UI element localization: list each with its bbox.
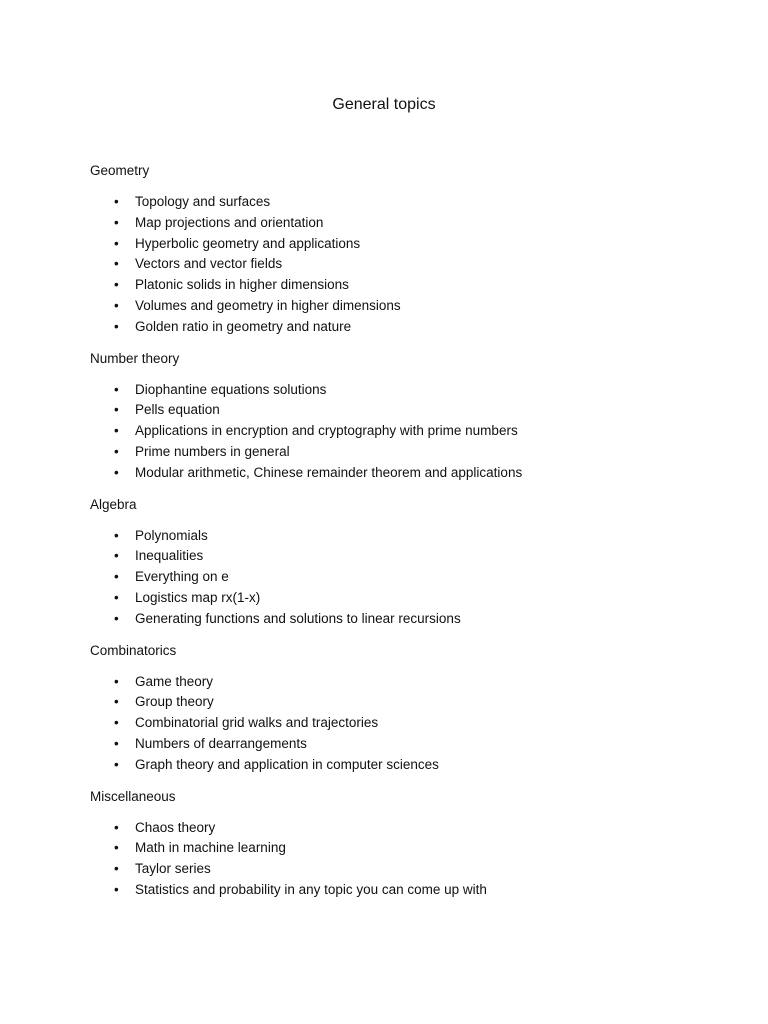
- bullet-icon: •: [114, 569, 119, 585]
- topic-list: [90, 526, 730, 630]
- list-item-text: Graph theory and application in computer sciences: [135, 756, 439, 772]
- list-item: [90, 526, 730, 547]
- list-item-text: Everything on e: [135, 569, 229, 585]
- section-heading: Number theory: [90, 350, 180, 366]
- bullet-icon: •: [114, 381, 119, 397]
- list-item: [90, 838, 730, 859]
- section-heading: Combinatorics: [90, 642, 177, 658]
- topic-list: [90, 380, 730, 484]
- list-item: [90, 859, 730, 880]
- topic-section: [90, 495, 730, 630]
- bullet-icon: •: [114, 735, 119, 751]
- list-item-text: Numbers of dearrangements: [135, 735, 307, 751]
- bullet-icon: •: [114, 443, 119, 459]
- bullet-icon: •: [114, 756, 119, 772]
- list-item-text: Math in machine learning: [135, 840, 286, 856]
- list-item: [90, 317, 730, 338]
- list-item-text: Volumes and geometry in higher dimensions: [135, 297, 401, 313]
- bullet-icon: •: [114, 673, 119, 689]
- list-item: [90, 692, 730, 713]
- bullet-icon: •: [114, 881, 119, 897]
- list-item: [90, 567, 730, 588]
- topic-list: [90, 192, 730, 338]
- list-item: [90, 463, 730, 484]
- bullet-icon: •: [114, 840, 119, 856]
- list-item: [90, 546, 730, 567]
- bullet-icon: •: [114, 235, 119, 251]
- bullet-icon: •: [114, 194, 119, 209]
- bullet-icon: •: [114, 423, 119, 439]
- list-item-text: Topology and surfaces: [135, 194, 271, 209]
- list-item-text: Hyperbolic geometry and applications: [135, 235, 361, 251]
- bullet-icon: •: [114, 715, 119, 731]
- list-item: [90, 672, 730, 693]
- bullet-icon: •: [114, 527, 119, 543]
- section-heading: Algebra: [90, 496, 137, 512]
- list-item: [90, 213, 730, 234]
- list-item: [90, 818, 730, 839]
- list-item-text: Statistics and probability in any topic you can come up with: [135, 881, 487, 897]
- list-item: [90, 380, 730, 401]
- list-item: [90, 234, 730, 255]
- list-item-text: Diophantine equations solutions: [135, 381, 327, 397]
- list-item-text: Modular arithmetic, Chinese remainder theorem and applications: [135, 464, 523, 480]
- list-item: [90, 609, 730, 630]
- list-item-text: Polynomials: [135, 527, 208, 543]
- list-item: [90, 713, 730, 734]
- bullet-icon: •: [114, 297, 119, 313]
- bullet-icon: •: [114, 277, 119, 293]
- topic-list: [90, 672, 730, 776]
- topic-section: [90, 787, 730, 901]
- list-item-text: Group theory: [135, 694, 214, 710]
- list-item-text: Game theory: [135, 673, 214, 689]
- bullet-icon: •: [114, 214, 119, 230]
- list-item: [90, 755, 730, 776]
- topic-section: [90, 349, 730, 484]
- list-item-text: Prime numbers in general: [135, 443, 290, 459]
- list-item: [90, 275, 730, 296]
- bullet-icon: •: [114, 610, 119, 626]
- section-heading: Geometry: [90, 163, 150, 178]
- page-title: General topics: [332, 96, 436, 113]
- list-item: [90, 400, 730, 421]
- topic-list: [90, 818, 730, 901]
- list-item: [90, 296, 730, 317]
- list-item-text: Golden ratio in geometry and nature: [135, 318, 352, 334]
- bullet-icon: •: [114, 464, 119, 480]
- bullet-icon: •: [114, 318, 119, 334]
- bullet-icon: •: [114, 402, 119, 418]
- list-item-text: Pells equation: [135, 402, 220, 418]
- bullet-icon: •: [114, 256, 119, 272]
- list-item: [90, 254, 730, 275]
- list-item-text: Applications in encryption and cryptography with prime numbers: [135, 423, 518, 439]
- section-heading: Miscellaneous: [90, 788, 176, 804]
- list-item-text: Logistics map rx(1-x): [135, 589, 261, 605]
- list-item: [90, 734, 730, 755]
- list-item: [90, 192, 730, 213]
- bullet-icon: •: [114, 694, 119, 710]
- topic-section: [90, 641, 730, 776]
- bullet-icon: •: [114, 589, 119, 605]
- list-item: [90, 421, 730, 442]
- list-item-text: Chaos theory: [135, 819, 216, 835]
- topic-section: [90, 161, 730, 338]
- list-item-text: Vectors and vector fields: [135, 256, 283, 272]
- list-item: [90, 442, 730, 463]
- list-item-text: Taylor series: [135, 861, 211, 877]
- list-item-text: Platonic solids in higher dimensions: [135, 277, 349, 293]
- list-item-text: Inequalities: [135, 548, 204, 564]
- list-item-text: Combinatorial grid walks and trajectories: [135, 715, 379, 731]
- bullet-icon: •: [114, 548, 119, 564]
- list-item: [90, 880, 730, 901]
- bullet-icon: •: [114, 861, 119, 877]
- list-item-text: Generating functions and solutions to linear recursions: [135, 610, 461, 626]
- list-item-text: Map projections and orientation: [135, 214, 324, 230]
- list-item: [90, 588, 730, 609]
- bullet-icon: •: [114, 819, 119, 835]
- topic-sections: [90, 161, 730, 912]
